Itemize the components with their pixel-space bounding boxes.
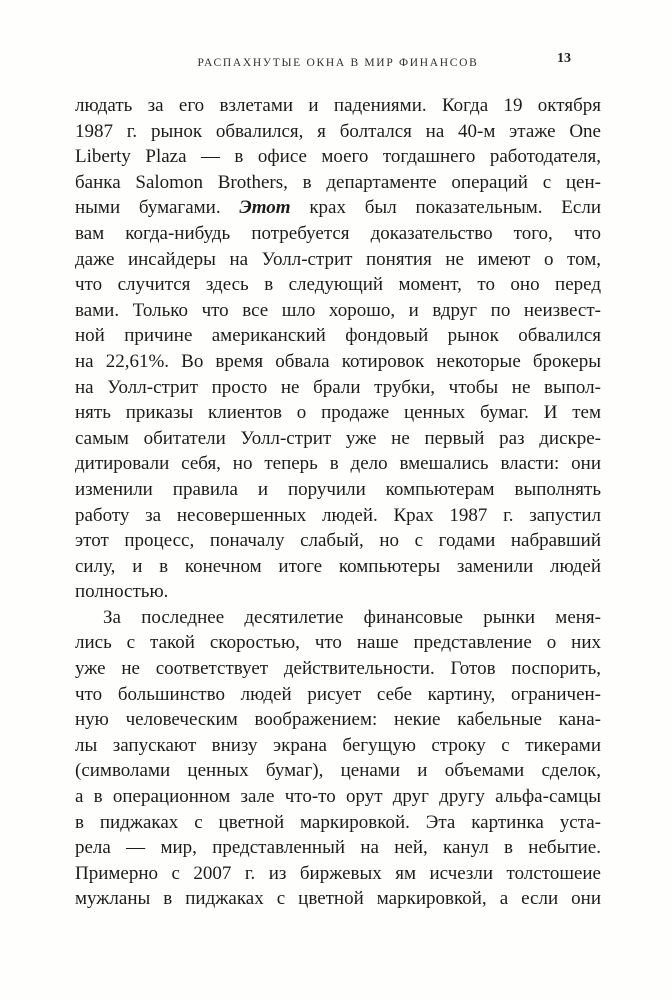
text-after-emphasis: крах был показательным. Если bbox=[290, 197, 601, 219]
text-line: что случится здесь в следующий момент, то оно перед bbox=[75, 274, 601, 296]
text-line: самым обитатели Уолл-стрит уже не первый раз дискре- bbox=[75, 427, 601, 449]
text-line: даже инсайдеры на Уолл-стрит понятия не имеют о том, bbox=[75, 248, 601, 270]
text-line: банка Salomon Brothers, в департаменте операций с цен- bbox=[75, 171, 601, 193]
text-line: в пиджаках с цветной маркировкой. Эта картинка уста- bbox=[75, 811, 601, 833]
paragraph-first-line: За последнее десятилетие финансовые рынки меня- bbox=[103, 606, 601, 628]
text-line: изменили правила и поручили компьютерам выполнять bbox=[75, 478, 601, 500]
text-line: силу, и в конечном итоге компьютеры заменили людей bbox=[75, 555, 601, 577]
text-line: этот процесс, поначалу слабый, но с годами набравший bbox=[75, 530, 601, 552]
text-line: нять приказы клиентов о продаже ценных бумаг. И тем bbox=[75, 402, 601, 424]
text-line: Примерно с 2007 г. из биржевых ям исчезли толстошеие bbox=[75, 862, 601, 884]
paragraph-lines bbox=[75, 630, 601, 912]
paragraph-1 bbox=[75, 93, 601, 605]
text-line: (символами ценных бумаг), ценами и объемами сделок, bbox=[75, 760, 601, 782]
text-line: вам когда-нибудь потребуется доказательство того, что bbox=[75, 222, 601, 244]
text-line: на Уолл-стрит просто не брали трубки, чтобы не выпол- bbox=[75, 376, 601, 398]
text-line: вами. Только что все шло хорошо, и вдруг по неизвест- bbox=[75, 299, 601, 321]
text-line: работу за несовершенных людей. Крах 1987 г. запустил bbox=[75, 504, 601, 526]
paragraph-2 bbox=[75, 605, 601, 912]
emphasized-word: Этот bbox=[239, 197, 291, 219]
text-line: что большинство людей рисует себе картину, ограничен- bbox=[75, 683, 601, 705]
text-line: ной причине американский фондовый рынок обвалился bbox=[75, 325, 601, 347]
text-line: уже не соответствует действительности. Готов поспорить, bbox=[75, 658, 601, 680]
paragraph-lines bbox=[75, 93, 601, 195]
text-line: на 22,61%. Во время обвала котировок некоторые брокеры bbox=[75, 350, 601, 372]
text-line: Liberty Plaza — в офисе моего тогдашнего работодателя, bbox=[75, 146, 601, 168]
text-line: дитировали себя, но теперь в дело вмешались власти: они bbox=[75, 453, 601, 475]
paragraph-last-line: полностью. bbox=[75, 581, 169, 603]
text-line: лись с такой скоростью, что наше представление о них bbox=[75, 632, 601, 654]
text-line: лы запускают внизу экрана бегущую строку с тикерами bbox=[75, 734, 601, 756]
body-text bbox=[75, 93, 601, 912]
running-head bbox=[75, 53, 601, 69]
text-line: 1987 г. рынок обвалился, я болтался на 40-м этаже One bbox=[75, 120, 601, 142]
running-title: РАСПАХНУТЫЕ ОКНА В МИР ФИНАНСОВ bbox=[197, 57, 479, 69]
text-line: мужланы в пиджаках с цветной маркировкой, а если они bbox=[75, 888, 601, 910]
paragraph-lines bbox=[75, 221, 601, 579]
text-before-emphasis: ными бумагами. bbox=[75, 197, 240, 219]
text-line-emphasis bbox=[75, 195, 601, 221]
text-line: ную человеческим воображением: некие кабельные кана- bbox=[75, 709, 601, 731]
page-number: 13 bbox=[557, 51, 571, 66]
text-line: людать за его взлетами и падениями. Когда 19 октября bbox=[75, 95, 601, 116]
text-line: рела — мир, представленный на ней, канул в небытие. bbox=[75, 837, 601, 859]
text-line: а в операционном зале что-то орут друг другу альфа-самцы bbox=[75, 786, 601, 808]
